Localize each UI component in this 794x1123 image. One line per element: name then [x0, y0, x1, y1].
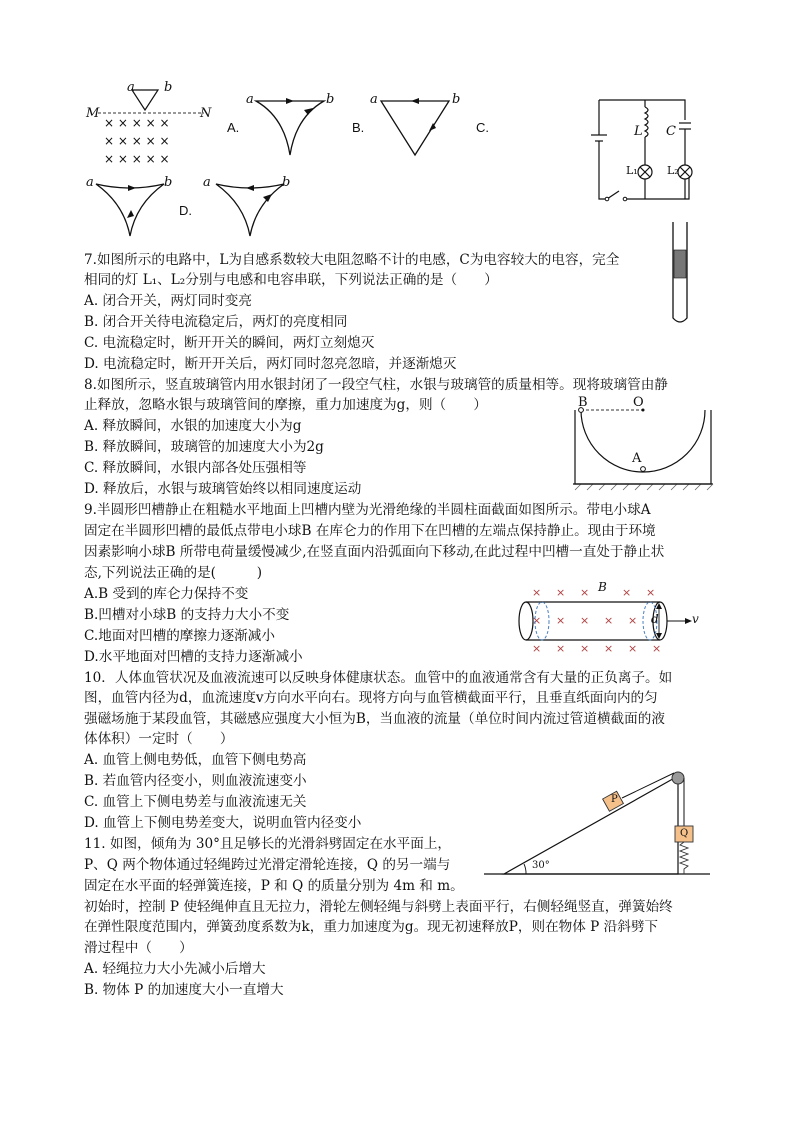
- q9-option-c[interactable]: C.地面对凹槽的摩擦力逐渐减小: [84, 628, 275, 644]
- q11-incline-figure: [482, 768, 712, 884]
- svg-text:× × × × ×: × × × × ×: [104, 152, 170, 166]
- fig11-label-angle: 30°: [532, 860, 550, 871]
- svg-text:×: ×: [652, 642, 662, 654]
- q11-stem-line2: P、Q 两个物体通过轻绳跨过光滑定滑轮连接，Q 的另一端与: [84, 857, 451, 873]
- fig10-label-B: B: [598, 580, 607, 594]
- svg-text:×: ×: [622, 586, 632, 599]
- q8-glass-tube-figure: [668, 220, 692, 328]
- q11-option-a[interactable]: A. 轻绳拉力大小先减小后增大: [84, 961, 266, 977]
- opt-d-label-a: a: [203, 175, 211, 190]
- fig6-point-b: b: [164, 80, 173, 95]
- svg-text:×: ×: [580, 642, 590, 654]
- q10-option-d[interactable]: D. 血管上下侧电势差变大，说明血管内径变小: [84, 815, 362, 831]
- q10-option-a[interactable]: A. 血管上侧电势低，血管下侧电势高: [84, 752, 307, 768]
- q9-option-d[interactable]: D.水平地面对凹槽的支持力逐渐减小: [84, 649, 303, 665]
- q11-stem-line1: 11. 如图，倾角为 30°且足够长的光滑斜劈固定在水平面上，: [84, 836, 452, 852]
- q10-stem-line1: 10．人体血管状况及血液流速可以反映身体健康状态。血管中的血液通常含有大量的正负离子。如: [84, 670, 673, 686]
- svg-text:×: ×: [580, 586, 590, 599]
- q6-option-d[interactable]: D.: [179, 203, 192, 218]
- q6-option-b-figure: [375, 95, 455, 165]
- q7-option-a[interactable]: A. 闭合开关，两灯同时变亮: [84, 293, 252, 309]
- q10-option-c[interactable]: C. 血管上下侧电势差与血液流速无关: [84, 794, 307, 810]
- q11-stem-line5: 在弹性限度范围内，弹簧劲度系数为k，重力加速度为g。现无初速释放P，则在物体 P 沿斜劈下: [84, 919, 659, 935]
- svg-text:×: ×: [532, 586, 542, 599]
- circuit-label-L2: L₂: [667, 164, 679, 177]
- svg-text:×: ×: [556, 614, 566, 627]
- fig10-label-v: v: [692, 612, 699, 626]
- opt-c-label-b: b: [164, 175, 173, 190]
- fig11-label-P: P: [611, 794, 618, 805]
- q6-option-d-figure: [210, 180, 290, 240]
- opt-a-label-a: a: [246, 92, 254, 107]
- opt-b-label-a: a: [370, 92, 378, 107]
- fig6-point-n: N: [200, 106, 212, 121]
- q9-groove-figure: [565, 398, 720, 493]
- opt-d-label-b: b: [282, 175, 291, 190]
- svg-text:×: ×: [628, 614, 638, 627]
- q9-stem-line4: 态,下列说法正确的是( ): [84, 565, 263, 581]
- fig6-point-m: M: [86, 106, 100, 121]
- q6-option-c-figure: [90, 180, 170, 240]
- q7-option-b[interactable]: B. 闭合开关待电流稳定后，两灯的亮度相同: [84, 314, 348, 330]
- q10-option-b[interactable]: B. 若血管内径变小，则血液流速变小: [84, 773, 307, 789]
- svg-text:×: ×: [556, 586, 566, 599]
- q8-stem-line1: 8.如图所示，竖直玻璃管内用水银封闭了一段空气柱，水银与玻璃管的质量相等。现将玻璃管由静: [84, 377, 668, 393]
- svg-text:×: ×: [604, 614, 614, 627]
- q10-stem-line4: 体体积）一定时（ ）: [84, 731, 234, 747]
- fig10-label-d: d: [651, 612, 659, 626]
- svg-text:×: ×: [532, 642, 542, 654]
- svg-text:×: ×: [580, 614, 590, 627]
- svg-text:×: ×: [556, 642, 566, 654]
- q7-stem-line1: 7.如图所示的电路中，L为自感系数较大电阻忽略不计的电感，C为电容较大的电容，完全: [84, 252, 620, 268]
- q10-stem-line3: 强磁场施于某段血管，其磁感应强度大小恒为B，当血液的流量（单位时间内流过管道横截面的液: [84, 711, 665, 727]
- fig9-label-B: B: [578, 395, 588, 410]
- q6-option-a[interactable]: A.: [227, 120, 240, 135]
- svg-text:×: ×: [646, 586, 656, 599]
- svg-text:×: ×: [532, 614, 542, 627]
- opt-b-label-b: b: [452, 92, 461, 107]
- q11-stem-line3: 固定在水平面的轻弹簧连接，P 和 Q 的质量分别为 4m 和 m。: [84, 878, 464, 894]
- q8-option-c[interactable]: C. 释放瞬间，水银内部各处压强相等: [84, 460, 307, 476]
- q6-option-c[interactable]: C.: [476, 120, 489, 135]
- q11-option-b[interactable]: B. 物体 P 的加速度大小一直增大: [84, 982, 284, 998]
- q6-field-figure: [84, 80, 214, 175]
- q11-stem-line4: 初始时，控制 P 使轻绳伸直且无拉力，滑轮左侧轻绳与斜劈上表面平行，右侧轻绳竖直，弹簧始终: [84, 899, 673, 915]
- q7-stem-line2: 相同的灯 L₁、L₂分别与电感和电容串联，下列说法正确的是（ ）: [84, 272, 498, 288]
- q7-option-c[interactable]: C. 电流稳定时，断开开关的瞬间，两灯立刻熄灭: [84, 335, 375, 351]
- circuit-label-C: C: [666, 124, 676, 139]
- q6-option-a-figure: [250, 95, 330, 165]
- q10-stem-line2: 图，血管内径为d，血流速度v方向水平向右。现将方向与血管横截面平行，且垂直纸面向内的匀: [84, 690, 658, 706]
- fig6-point-a: a: [127, 80, 135, 95]
- fig9-label-A: A: [632, 451, 642, 466]
- q11-stem-line6: 滑过程中（ ）: [84, 940, 193, 956]
- circuit-label-L: L: [634, 124, 643, 139]
- q9-option-b[interactable]: B.凹槽对小球B 的支持力大小不变: [84, 607, 290, 623]
- q9-option-a[interactable]: A.B 受到的库仑力保持不变: [84, 586, 249, 602]
- fig11-label-Q: Q: [680, 828, 689, 839]
- q6-option-b[interactable]: B.: [352, 120, 365, 135]
- q8-option-a[interactable]: A. 释放瞬间，水银的加速度大小为g: [84, 418, 302, 434]
- svg-text:× × × × ×: × × × × ×: [104, 134, 170, 148]
- opt-a-label-b: b: [326, 92, 335, 107]
- fig9-label-O: O: [633, 395, 644, 410]
- circuit-label-L1: L₁: [626, 164, 638, 177]
- opt-c-label-a: a: [86, 175, 94, 190]
- q9-stem-line3: 因素影响小球B 所带电荷量缓慢减少,在竖直面内沿弧面向下移动,在此过程中凹槽一直处于静止状: [84, 544, 665, 560]
- q10-blood-vessel-figure: [512, 582, 702, 654]
- q8-option-d[interactable]: D. 释放后，水银与玻璃管始终以相同速度运动: [84, 481, 362, 497]
- svg-text:×: ×: [604, 642, 614, 654]
- q8-option-b[interactable]: B. 释放瞬间，玻璃管的加速度大小为2g: [84, 439, 324, 455]
- q9-stem-line1: 9.半圆形凹槽静止在粗糙水平地面上凹槽内壁为光滑绝缘的半圆柱面截面如图所示。带电小球A: [84, 502, 651, 518]
- q7-option-d[interactable]: D. 电流稳定时，断开开关后，两灯同时忽亮忽暗，并逐渐熄灭: [84, 356, 457, 372]
- svg-text:×: ×: [628, 642, 638, 654]
- svg-text:× × × × ×: × × × × ×: [104, 116, 170, 130]
- q8-stem-line2: 止释放，忽略水银与玻璃管间的摩擦，重力加速度为g，则（ ）: [84, 397, 487, 413]
- q9-stem-line2: 固定在半圆形凹槽的最低点带电小球B 在库仑力的作用下在凹槽的左端点保持静止。现由于环境: [84, 523, 656, 539]
- circuit-figure: [585, 95, 705, 205]
